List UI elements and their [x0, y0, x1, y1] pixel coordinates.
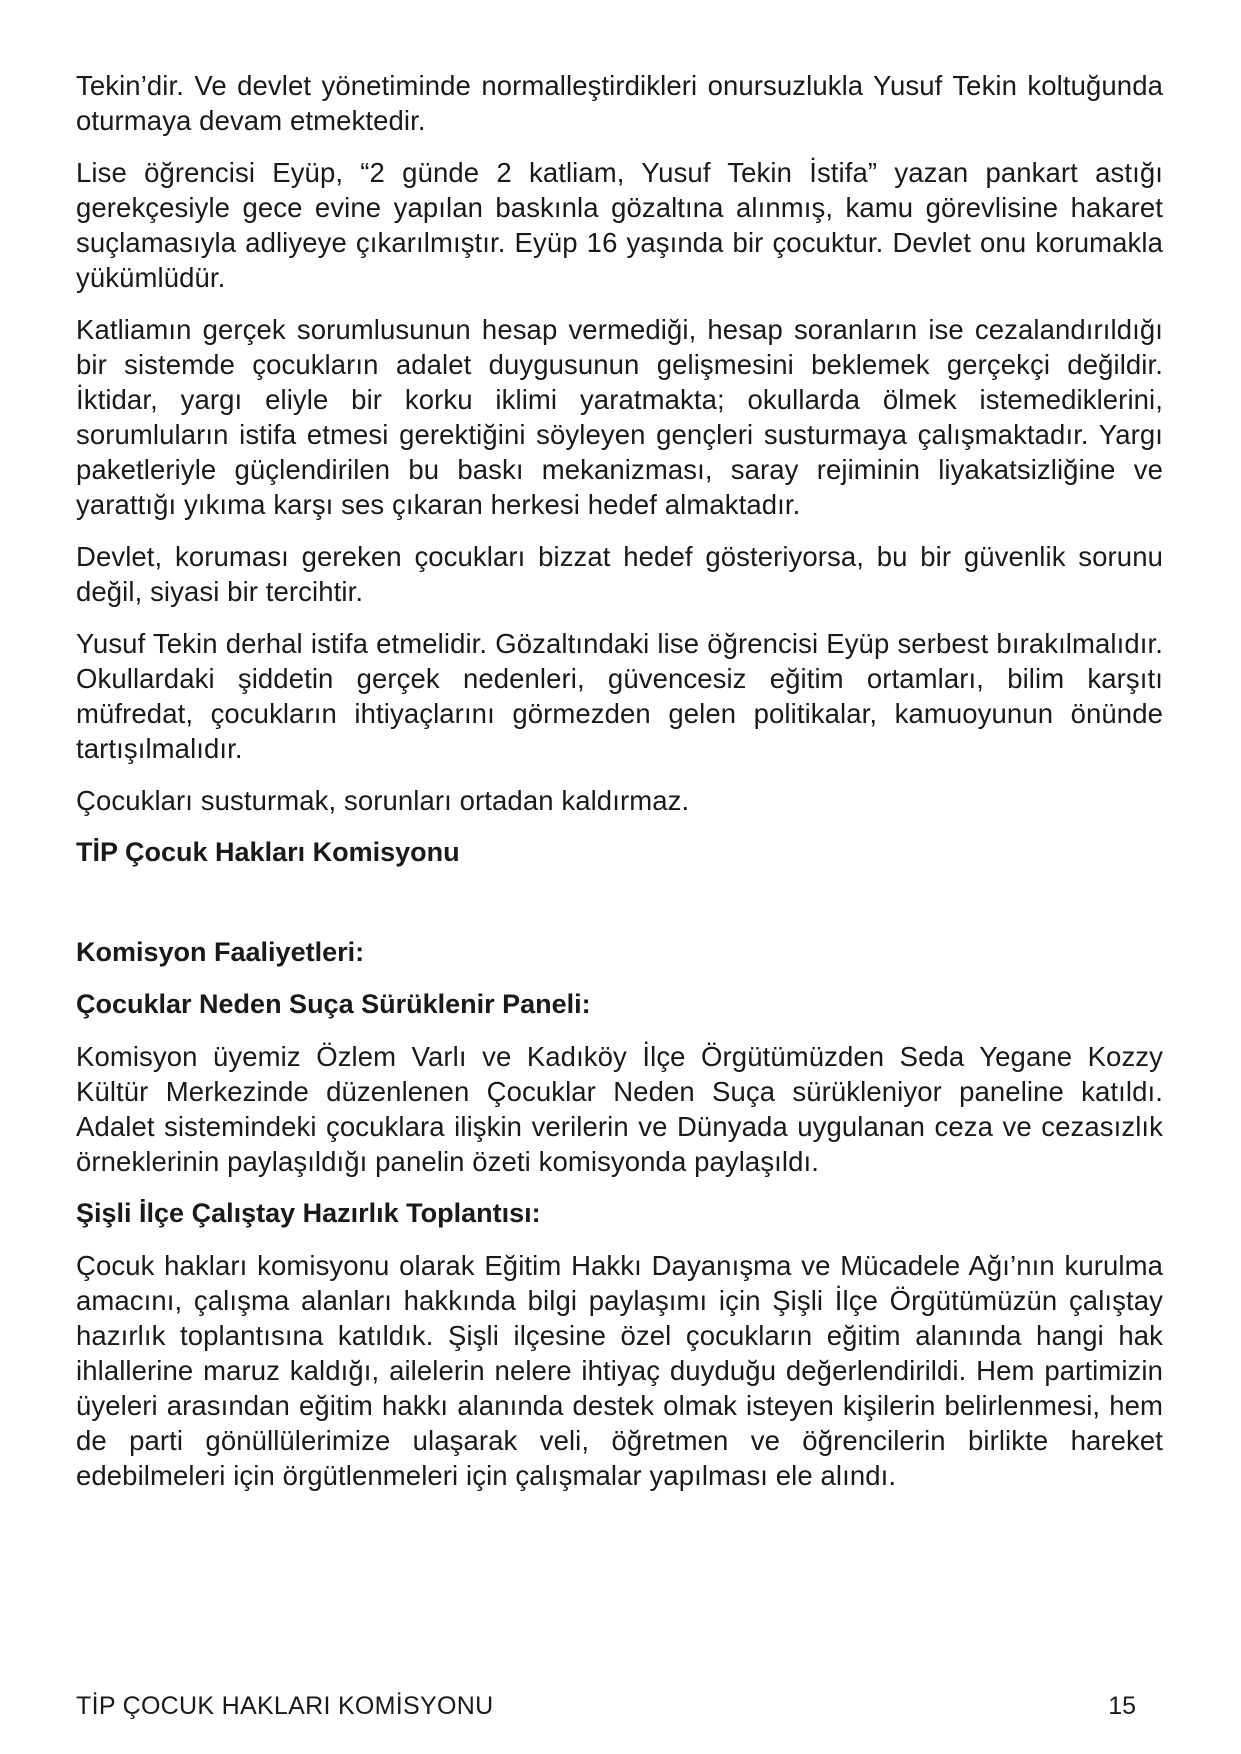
footer-title: TİP ÇOCUK HAKLARI KOMİSYONU — [76, 1692, 494, 1720]
subsection-title-workshop: Şişli İlçe Çalıştay Hazırlık Toplantısı: — [76, 1198, 541, 1228]
paragraph-2: Lise öğrencisi Eyüp, “2 günde 2 katliam, Yusuf Tekin İstifa” yazan pankart astığı gerekçesiyle gece evine yapılan baskınla gözaltına alınmış, kamu görevlisine hakaret suçlamasıyla adliyeye çıkarılmıştır. Eyüp 16 yaşında bir çocuktur. Devlet onu korumakla yükümlüdür. — [76, 157, 1163, 293]
subsection-text-panel: Komisyon üyemiz Özlem Varlı ve Kadıköy İlçe Örgütümüzden Seda Yegane Kozzy Kültür Merkezinde düzenlenen Çocuklar Neden Suça sürükleniyor paneline katıldı. Adalet sistemindeki çocuklara ilişkin verilerin ve Dünyada uygulanan ceza ve cezasızlık örneklerinin paylaşıldığı panelin özeti komisyonda paylaşıldı. — [76, 1041, 1163, 1177]
paragraph-1: Tekin’dir. Ve devlet yönetiminde normalleştirdikleri onursuzlukla Yusuf Tekin koltuğunda oturmaya devam etmektedir. — [76, 70, 1163, 136]
page-content — [76, 68, 1163, 1510]
subsection-text-workshop: Çocuk hakları komisyonu olarak Eğitim Hakkı Dayanışma ve Mücadele Ağı’nın kurulma amacını, çalışma alanları hakkında bilgi paylaşımı için Şişli İlçe Örgütümüzün çalıştay hazırlık toplantısına katıldık. Şişli ilçesine özel çocukların eğitim alanında hangi hak ihlallerine maruz kaldığı, ailelerin nelere ihtiyaç duyduğu değerlendirildi. Hem partimizin üyeleri arasından eğitim hakkı alanında destek olmak isteyen kişilerin belirlenmesi, hem de parti gönüllülerimize ulaşarak veli, öğretmen ve öğrencilerin birlikte hareket edebilmeleri için örgütlenmeleri için çalışmalar yapılması ele alındı. — [76, 1250, 1163, 1491]
paragraph-6: Çocukları susturmak, sorunları ortadan kaldırmaz. — [76, 785, 690, 816]
paragraph-3: Katliamın gerçek sorumlusunun hesap vermediği, hesap soranların ise cezalandırıldığı bir sistemde çocukların adalet duygusunun gelişmesini beklemek gerçekçi değildir. İktidar, yargı eliyle bir korku iklimi yaratmakta; okullarda ölmek istemediklerini, sorumluların istifa etmesi gerektiğini söyleyen gençleri susturmaya çalışmaktadır. Yargı paketleriyle güçlendirilen bu baskı mekanizması, saray rejiminin liyakatsizliğine ve yarattığı yıkıma karşı ses çıkaran herkesi hedef almaktadır. — [76, 314, 1163, 520]
signature: TİP Çocuk Hakları Komisyonu — [76, 837, 460, 867]
page-number: 15 — [1108, 1692, 1136, 1720]
paragraph-4: Devlet, koruması gereken çocukları bizzat hedef gösteriyorsa, bu bir güvenlik sorunu değil, siyasi bir tercihtir. — [76, 541, 1163, 607]
section-title: Komisyon Faaliyetleri: — [76, 937, 365, 967]
paragraph-5: Yusuf Tekin derhal istifa etmelidir. Gözaltındaki lise öğrencisi Eyüp serbest bırakılmalıdır. Okullardaki şiddetin gerçek nedenleri, güvencesiz eğitim ortamları, bilim karşıtı müfredat, çocukların ihtiyaçlarını görmezden gelen politikalar, kamuoyunun önünde tartışılmalıdır. — [76, 628, 1163, 764]
subsection-title-panel: Çocuklar Neden Suça Sürüklenir Paneli: — [76, 989, 591, 1019]
